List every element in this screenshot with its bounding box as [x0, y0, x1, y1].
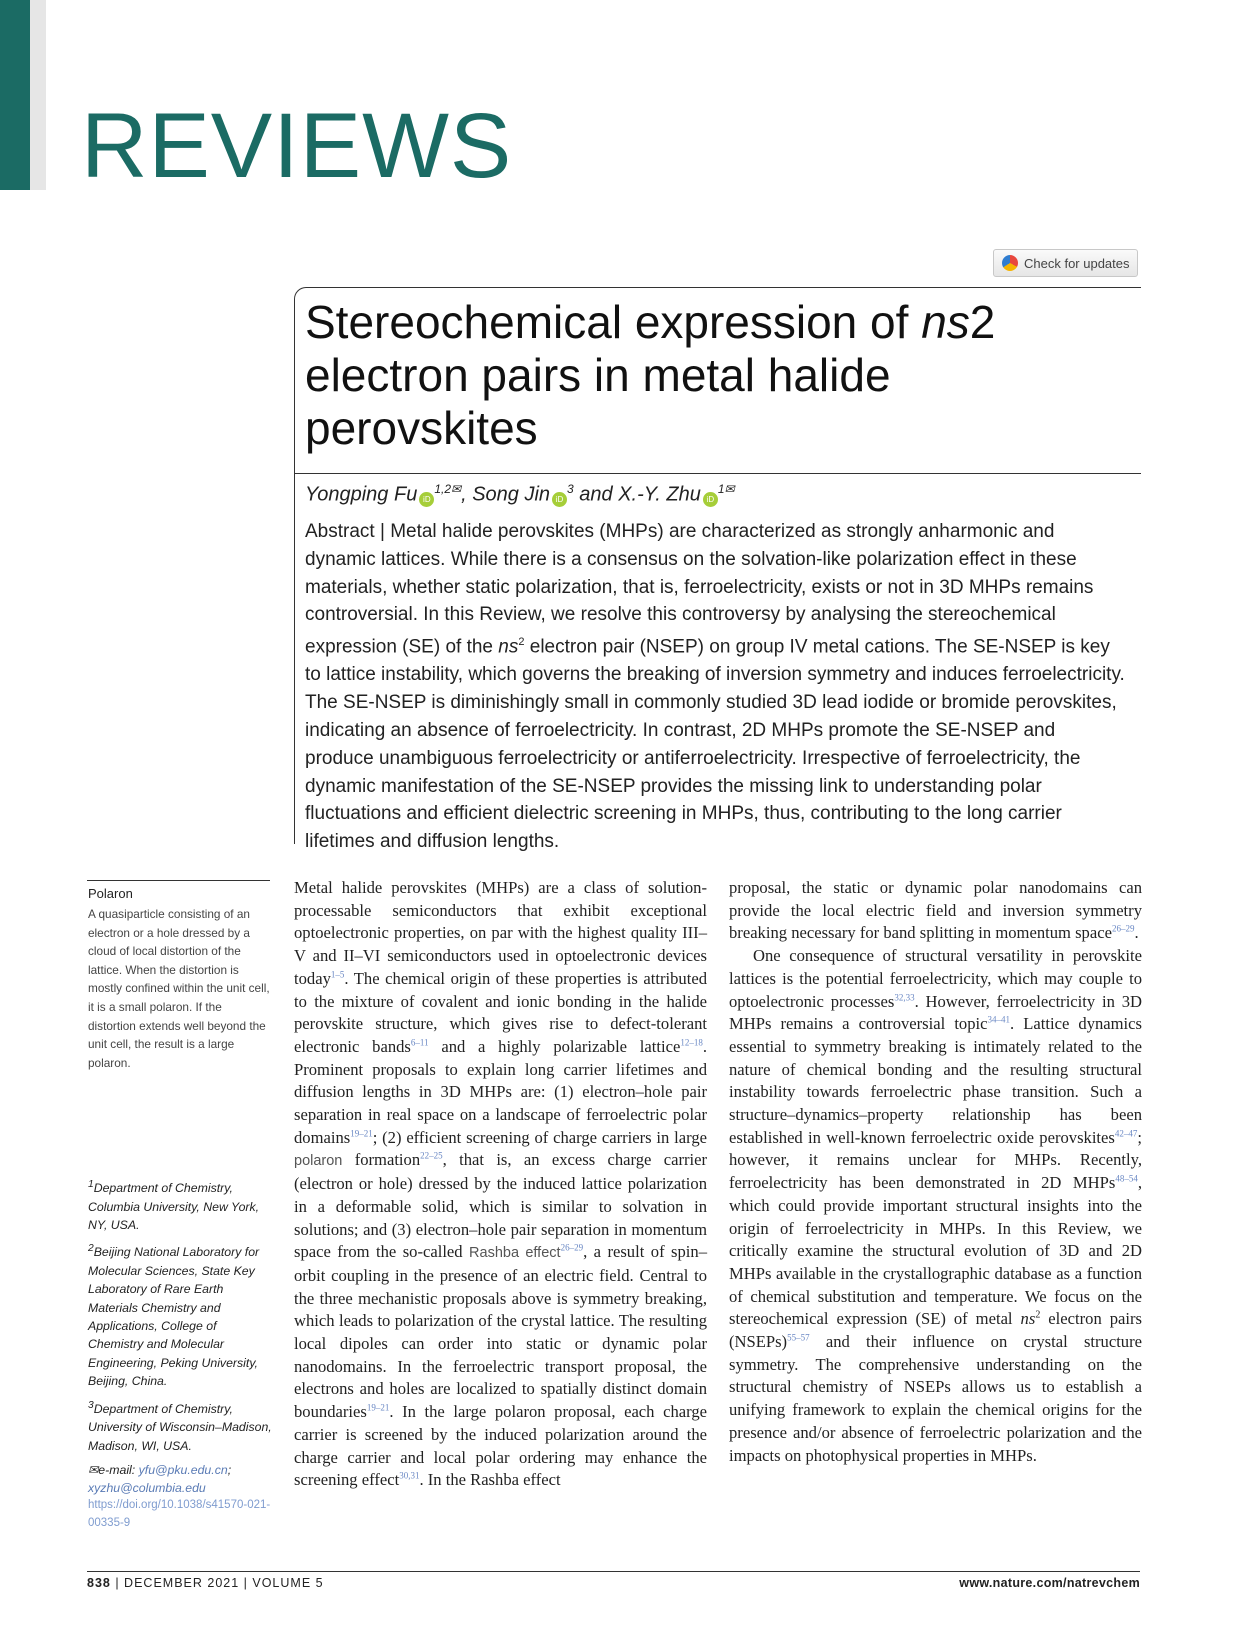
body-text: electron pairs (NSEPs) [729, 1309, 1142, 1352]
orcid-icon[interactable]: iD [419, 492, 434, 507]
affiliation-3-text: Department of Chemistry, University of Wisconsin–Madison, Madison, WI, USA. [88, 1401, 272, 1453]
affiliation-3 [88, 1397, 272, 1455]
citation[interactable]: 26–29 [560, 1242, 584, 1253]
author-list [305, 482, 1125, 507]
email-label: ✉e-mail: [88, 1462, 139, 1477]
body-text: and a highly polarizable lattice [428, 1036, 681, 1056]
author-jin[interactable]: , Song Jin [461, 483, 551, 506]
orcid-icon[interactable]: iD [703, 492, 718, 507]
citation[interactable]: 48–54 [1115, 1173, 1138, 1184]
citation[interactable]: 1–5 [330, 969, 345, 980]
orcid-icon[interactable]: iD [552, 492, 567, 507]
glossary-link-rashba[interactable]: Rashba effect [469, 1245, 561, 1262]
body-text: and their influence on crystal structure symmetry. The comprehensive understanding on the structural chemistry of NSEPs allows us to establish a unifying framework to explain the chemical origins for the presence and/or absence of ferroelectric polarization and the impacts on photophysical properties in MHPs. [729, 1332, 1142, 1465]
abstract-ns: ns [498, 636, 519, 658]
body-text: , which could provide important structural insights into the origin of ferroelectricity in MHPs. In this Review, we critically examine the structural evolution of 3D and 2D MHPs available in the crystallographic database as a function of chemical substitution and temperature. We focus on the stereochemical expression (SE) of metal [729, 1173, 1142, 1329]
doi-link[interactable]: https://doi.org/10.1038/s41570-021-00335-9 [88, 1499, 271, 1529]
citation[interactable]: 30,31 [399, 1470, 420, 1481]
citation[interactable]: 6–11 [410, 1037, 429, 1048]
title-line1: Stereochemical expression of [305, 296, 922, 348]
title-line2: electron pairs in metal halide [305, 349, 891, 401]
citation[interactable]: 32,33 [894, 991, 915, 1002]
affiliation-3-number: 3 [88, 1399, 94, 1411]
check-for-updates-button[interactable] [993, 249, 1138, 277]
body-text: . In the large polaron proposal, each charge carrier is screened by the induced polarization around the charge carrier and local polar ordering may enhance the screening effect [294, 1402, 707, 1490]
abstract-text-cont: electron pair (NSEP) on group IV metal cations. The SE-NSEP is key to lattice instability, which governs the breaking of inversion symmetry and induces ferroelectricity. The SE-NSEP is diminishingly small in commonly studied 3D lead iodide or bromide perovskites, indicating an absence of ferroelectricity. In contrast, 2D MHPs promote the SE-NSEP and produce unambiguous ferroelectricity or antiferroelectricity. Irrespective of ferroelectricity, the dynamic manifestation of the SE-NSEP provides the missing link to understanding polar fluctuations and efficient dielectric screening in MHPs, thus, contributing to the long carrier lifetimes and diffusion lengths. [305, 636, 1125, 853]
glossary-rule [87, 880, 270, 881]
page-number: 838 [87, 1576, 111, 1590]
body-text: , a result of spin–orbit coupling in the presence of an electric field. Central to the three mechanistic proposals above is symmetry breaking, which leads to polarization of the crystal lattice. The resulting local dipoles can order into static or dynamic polar nanodomains. In the ferroelectric transport proposal, the electrons and holes are localized to spatially distinct domain boundaries [294, 1242, 707, 1422]
body-ns: ns [1020, 1309, 1036, 1329]
body-text: proposal, the static or dynamic polar nanodomains can provide the local electric field and inversion symmetry breaking necessary for band splitting in momentum space [729, 878, 1142, 943]
body-text: One consequence of structural versatility in perovskite lattices is the potential ferroelectricity, which may couple to optoelectronic processes [729, 946, 1142, 1011]
citation[interactable]: 22–25 [420, 1150, 443, 1161]
body-text: formation [342, 1150, 421, 1170]
article-title [305, 296, 1125, 455]
email-line [88, 1461, 272, 1498]
affiliation-2-text: Beijing National Laboratory for Molecular Sciences, State Key Laboratory of Rare Earth Materials Chemistry and Applications, College of Chemistry and Molecular Engineering, Peking University, Beijing, China. [88, 1245, 260, 1389]
body-text: . Lattice dynamics essential to symmetry breaking is intimately related to the nature of chemical bonding and the resulting structural instability towards ferroelectric phase transition. Such a structure–dynamics–property relationship has been established in well-known ferroelectric oxide perovskites [729, 1014, 1142, 1147]
author-zhu-affiliation: 1✉ [717, 482, 735, 496]
email-link-fu[interactable]: yfu@pku.edu.cn [138, 1462, 228, 1477]
affiliation-1 [88, 1176, 272, 1234]
citation[interactable]: 12–18 [680, 1037, 703, 1048]
affiliation-1-text: Department of Chemistry, Columbia University, New York, NY, USA. [88, 1181, 260, 1232]
crossmark-icon [1002, 255, 1018, 271]
citation[interactable]: 19–21 [350, 1128, 373, 1139]
body-text: . [1134, 923, 1139, 943]
author-zhu[interactable]: and X.-Y. Zhu [573, 483, 701, 506]
body-column-2 [729, 877, 1142, 1467]
body-text: , that is, an excess charge carrier (electron or hole) dressed by the induced lattice polarization in a deformable solid, which is similar to solvation in solutions; and (3) electron–hole pair separation in momentum space from the so-called [294, 1150, 707, 1262]
body-text: Metal halide perovskites (MHPs) are a class of solution-processable semiconductors that exhibit exceptional optoelectronic properties, on par with the highest quality III–V and II–VI semiconductors used in optoelectronic devices today [294, 878, 707, 988]
abstract-label: Abstract | [305, 521, 391, 542]
email-separator: ; [227, 1462, 232, 1477]
glossary-link-polaron[interactable]: polaron [294, 1153, 343, 1170]
glossary-definition: A quasiparticle consisting of an electron or a hole dressed by a cloud of local distortion of the lattice. When the distortion is mostly confined within the unit cell, it is a small polaron. If the distortion extends well beyond the unit cell, the result is a large polaron. [88, 907, 270, 1070]
section-color-tab [0, 0, 30, 190]
citation[interactable]: 34–41 [987, 1014, 1010, 1025]
title-ns: ns [921, 296, 970, 348]
body-text: ; however, it remains unclear for MHPs. Recently, ferroelectricity has been demonstrated in 2D MHPs [729, 1127, 1142, 1193]
body-column-1 [294, 877, 707, 1492]
citation[interactable]: 19–21 [366, 1402, 390, 1413]
abstract [305, 518, 1125, 856]
title-line3: perovskites [305, 402, 538, 454]
affiliation-2 [88, 1240, 272, 1390]
citation[interactable]: 42–47 [1114, 1128, 1138, 1139]
abstract-rule [294, 472, 295, 844]
body-text: . In the Rashba effect [419, 1470, 561, 1490]
author-jin-affiliation: 3 [567, 482, 574, 496]
footer-url[interactable]: www.nature.com/natrevchem [959, 1576, 1140, 1590]
paragraph-2 [729, 945, 1142, 1467]
body-ns-sup: 2 [1035, 1309, 1041, 1321]
citation[interactable]: 55–57 [787, 1332, 810, 1343]
check-for-updates-label: Check for updates [1024, 255, 1130, 271]
section-heading: REVIEWS [81, 95, 513, 197]
email-link-zhu[interactable]: xyzhu@columbia.edu [88, 1481, 206, 1496]
citation[interactable]: 26–29 [1111, 923, 1135, 934]
body-text: . The chemical origin of these properties is attributed to the mixture of covalent and ionic bonding in the halide perovskite structure, which gives rise to defect-tolerant electronic bands [294, 968, 707, 1056]
footer-page-info [87, 1576, 324, 1590]
issue-info: | DECEMBER 2021 | VOLUME 5 [110, 1576, 324, 1590]
abstract-ns-sup: 2 [518, 636, 525, 649]
title-superscript: 2 [969, 296, 996, 348]
author-fu-affiliation: 1,2✉ [434, 482, 462, 496]
section-tab-shadow [30, 0, 46, 190]
affiliation-2-number: 2 [88, 1243, 94, 1255]
body-text: . Prominent proposals to explain long carrier lifetimes and diffusion lengths in 3D MHPs are: (1) electron–hole pair separation in real space on a landscape of ferroelectric polar domains [294, 1036, 707, 1147]
body-text: ; (2) efficient screening of charge carriers in large [372, 1127, 707, 1147]
affiliations [88, 1176, 272, 1498]
glossary-term: Polaron [88, 886, 133, 901]
abstract-text: Metal halide perovskites (MHPs) are characterized as strongly anharmonic and dynamic lattices. While there is a consensus on the solvation-like polarization effect in these materials, whether static polarization, that is, ferroelectricity, exists or not in 3D MHPs remains controversial. In this Review, we resolve this controversy by analysing the stereochemical expression (SE) of the [305, 521, 1094, 658]
body-text: . However, ferroelectricity in 3D MHPs remains a controversial topic [729, 991, 1142, 1034]
footer-rule [87, 1571, 1140, 1572]
author-fu[interactable]: Yongping Fu [305, 483, 418, 506]
affiliation-1-number: 1 [88, 1179, 94, 1190]
